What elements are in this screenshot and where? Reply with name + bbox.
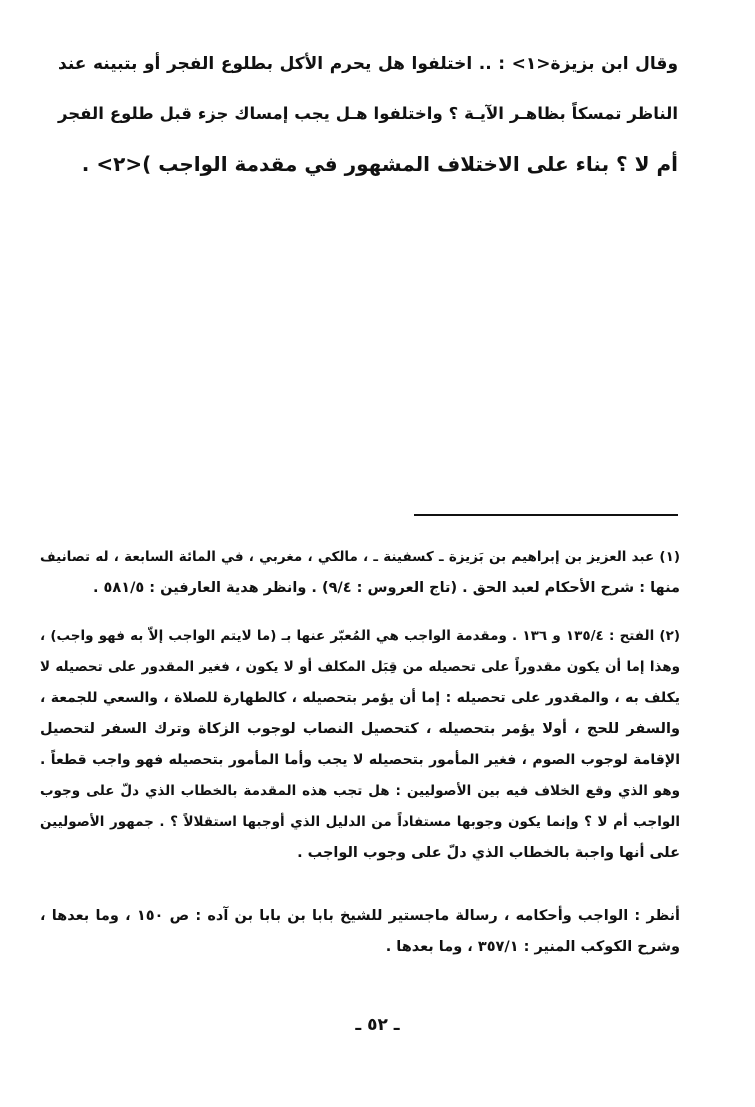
page-number: ـ ٥٢ ـ <box>355 1015 400 1035</box>
footnote-2-line-3: يكلف به ، والمقدور على تحصيله : إما أن يؤمر بتحصيله ، كالطهارة للصلاة ، والسعي للجمعة ، <box>40 690 680 706</box>
footnote-1-line-1: (١) عبد العزيز بن إبراهيم بن بَزيزة ـ كسفينة ـ ، مالكي ، مغربي ، في المائة السابعة ، له تصانيف <box>40 549 680 565</box>
footnote-2-line-4: والسفر للحج ، أولا يؤمر بتحصيله ، كتحصيل النصاب لوجوب الزكاة وترك السفر لتحصيل <box>40 721 680 737</box>
footnote-references <box>40 906 680 968</box>
reference-line-2: وشرح الكوكب المنير : ٣٥٧/١ ، وما بعدها . <box>385 939 680 955</box>
footnote-2 <box>40 626 680 874</box>
main-line-2: الناظر تمسكاً بظاهـر الآيـة ؟ واختلفوا هـل يجب إمساك جزء قبل طلوع الفجر <box>58 104 678 123</box>
main-line-3: أم لا ؟ بناء على الاختلاف المشهور في مقدمة الواجب )<٢> . <box>81 152 678 176</box>
footnote-1-line-2: منها : شرح الأحكام لعبد الحق . (تاج العروس : ٩/٤) . وانظر هدية العارفين : ٥٨١/٥ . <box>92 580 680 596</box>
footnote-2-line-8: على أنها واجبة بالخطاب الذي دلّ على وجوب الواجب . <box>297 845 680 861</box>
footnote-2-line-1: (٢) الفتح : ١٣٥/٤ و ١٣٦ . ومقدمة الواجب هي المُعبّر عنها بـ (ما لايتم الواجب إلاّ به فهو واجب) ، <box>40 628 681 644</box>
footnote-separator <box>414 514 678 516</box>
main-line-1: وقال ابن بزيزة<١> : .. اختلفوا هل يحرم الأكل بطلوع الفجر أو بتبينه عند <box>58 54 679 74</box>
reference-line-1: أنظر : الواجب وأحكامه ، رسالة ماجستير للشيخ بابا بن بابا بن آده : ص ١٥٠ ، وما بعدها ، <box>40 908 680 924</box>
footnote-1 <box>40 547 680 609</box>
footnote-2-line-6: وهو الذي وقع الخلاف فيه بين الأصوليين : هل تجب هذه المقدمة بالخطاب الذي دلّ على وجوب <box>40 783 680 799</box>
footnote-2-line-2: وهذا إما أن يكون مقدوراً على تحصيله من قِبَل المكلف أو لا يكون ، فغير المقدور على تحصيله لا <box>40 659 680 675</box>
footnote-2-line-5: الإقامة لوجوب الصوم ، فغير المأمور بتحصيله لا يجب وأما المأمور بتحصيله فهو واجب قطعاً . <box>40 752 680 768</box>
main-paragraph <box>58 50 678 200</box>
footnote-2-line-7: الواجب أم لا ؟ وإنما يكون وجوبها مستفاداً من الدليل الذي أوجبها استقلالاً ؟ . جمهور الأصوليين <box>40 814 680 830</box>
